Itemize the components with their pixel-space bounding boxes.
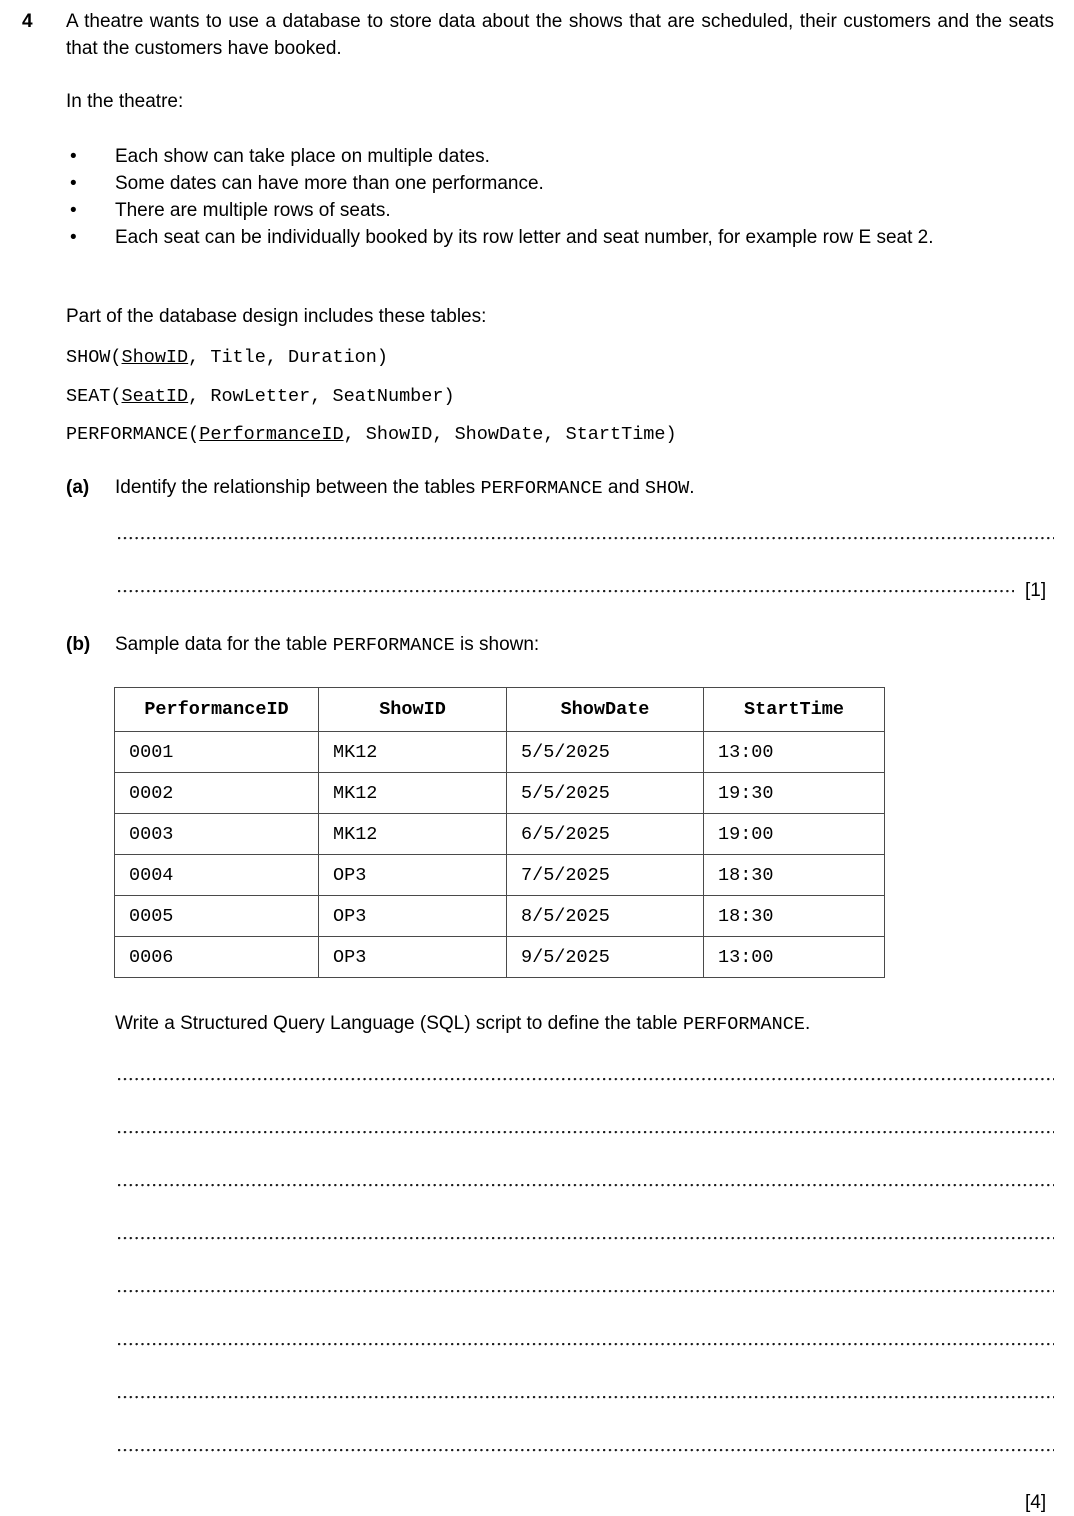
part-b-table-performance: PERFORMANCE — [332, 635, 455, 656]
table-row — [115, 855, 885, 896]
table-row — [115, 896, 885, 937]
question-number: 4 — [22, 11, 33, 32]
list-item — [66, 170, 1054, 197]
schema-show-primary-key: ShowID — [121, 347, 189, 368]
part-a-text-before: Identify the relationship between the tables — [115, 477, 481, 498]
list-item-label: Each seat can be individually booked by its row letter and seat number, for example row E seat 2. — [115, 227, 934, 248]
schema-performance-primary-key: PerformanceID — [199, 424, 344, 445]
table-row — [115, 937, 885, 978]
cell-showid: MK12 — [319, 732, 507, 773]
cell-showid: OP3 — [319, 896, 507, 937]
schema-show-prefix: SHOW( — [66, 347, 122, 368]
list-item-label: Some dates can have more than one performance. — [115, 173, 544, 194]
cell-showid: OP3 — [319, 855, 507, 896]
bullet-marker-icon: • — [70, 200, 77, 221]
table-row — [115, 773, 885, 814]
cell-performanceid: 0005 — [115, 896, 319, 937]
cell-showdate: 8/5/2025 — [507, 896, 704, 937]
answer-line-b-3[interactable] — [118, 1184, 1054, 1187]
part-a-label: (a) — [66, 477, 90, 498]
answer-line-b-2[interactable] — [118, 1131, 1054, 1134]
answer-line-b-8[interactable] — [118, 1449, 1054, 1452]
list-item — [66, 224, 1054, 251]
cell-showdate: 5/5/2025 — [507, 773, 704, 814]
answer-line-b-4[interactable] — [118, 1237, 1054, 1240]
schema-show — [66, 345, 388, 371]
part-b-task-before: Write a Structured Query Language (SQL) script to define the table — [115, 1013, 683, 1034]
part-b-marks: [4] — [1025, 1492, 1047, 1513]
part-b-task-table-performance: PERFORMANCE — [682, 1014, 805, 1035]
cell-performanceid: 0002 — [115, 773, 319, 814]
cell-performanceid: 0004 — [115, 855, 319, 896]
cell-showid: OP3 — [319, 937, 507, 978]
column-header-starttime: StartTime — [704, 688, 885, 732]
answer-line-a-1[interactable] — [118, 537, 1054, 540]
answer-line-b-6[interactable] — [118, 1343, 1054, 1346]
cell-showdate: 7/5/2025 — [507, 855, 704, 896]
cell-starttime: 19:00 — [704, 814, 885, 855]
question-intro-text: A theatre wants to use a database to store data about the shows that are scheduled, their customers and the seats that the customers have booked. — [66, 11, 1054, 59]
part-b-label: (b) — [66, 634, 91, 655]
lead-in-text: In the theatre: — [66, 91, 184, 112]
design-intro-text: Part of the database design includes these tables: — [66, 306, 487, 327]
table-row — [115, 732, 885, 773]
column-header-showid: ShowID — [319, 688, 507, 732]
part-b-text-before: Sample data for the table — [115, 634, 333, 655]
list-item — [66, 143, 1054, 170]
performance-sample-data-table — [114, 687, 885, 978]
question-intro-row — [22, 8, 1054, 62]
list-item — [66, 197, 1054, 224]
bullet-marker-icon: • — [70, 146, 77, 167]
cell-showdate: 9/5/2025 — [507, 937, 704, 978]
schema-performance-prefix: PERFORMANCE( — [66, 424, 200, 445]
part-a-text-after: . — [689, 477, 695, 498]
answer-line-b-7[interactable] — [118, 1396, 1054, 1399]
schema-seat-prefix: SEAT( — [66, 386, 122, 407]
cell-starttime: 18:30 — [704, 896, 885, 937]
cell-performanceid: 0006 — [115, 937, 319, 978]
list-item-label: Each show can take place on multiple dates. — [115, 146, 490, 167]
part-b-task-text — [115, 1010, 810, 1038]
part-b-text — [115, 631, 539, 659]
cell-showdate: 5/5/2025 — [507, 732, 704, 773]
cell-showdate: 6/5/2025 — [507, 814, 704, 855]
part-a-marks: [1] — [1025, 580, 1047, 601]
schema-show-suffix: , Title, Duration) — [188, 347, 388, 368]
part-a-table-show: SHOW — [644, 478, 690, 499]
table-header-row — [115, 688, 885, 732]
part-a-text — [115, 474, 695, 502]
answer-line-a-2[interactable] — [118, 590, 1014, 593]
part-a — [66, 474, 1054, 502]
schema-seat — [66, 384, 455, 410]
answer-line-b-1[interactable] — [118, 1078, 1054, 1081]
schema-performance-suffix: , ShowID, ShowDate, StartTime) — [343, 424, 677, 445]
part-a-table-performance: PERFORMANCE — [480, 478, 603, 499]
column-header-performanceid: PerformanceID — [115, 688, 319, 732]
bullet-list — [66, 143, 1054, 251]
cell-starttime: 19:30 — [704, 773, 885, 814]
cell-starttime: 18:30 — [704, 855, 885, 896]
bullet-marker-icon: • — [70, 173, 77, 194]
column-header-showdate: ShowDate — [507, 688, 704, 732]
schema-performance — [66, 422, 677, 448]
cell-performanceid: 0003 — [115, 814, 319, 855]
cell-showid: MK12 — [319, 773, 507, 814]
answer-line-b-5[interactable] — [118, 1290, 1054, 1293]
part-b-task-after: . — [804, 1013, 811, 1034]
part-b — [66, 631, 1054, 659]
schema-seat-suffix: , RowLetter, SeatNumber) — [188, 386, 455, 407]
cell-performanceid: 0001 — [115, 732, 319, 773]
part-a-text-middle: and — [602, 477, 645, 498]
list-item-label: There are multiple rows of seats. — [115, 200, 391, 221]
cell-showid: MK12 — [319, 814, 507, 855]
cell-starttime: 13:00 — [704, 732, 885, 773]
bullet-marker-icon: • — [70, 227, 77, 248]
table-row — [115, 814, 885, 855]
cell-starttime: 13:00 — [704, 937, 885, 978]
part-b-text-after: is shown: — [454, 634, 540, 655]
schema-seat-primary-key: SeatID — [121, 386, 189, 407]
